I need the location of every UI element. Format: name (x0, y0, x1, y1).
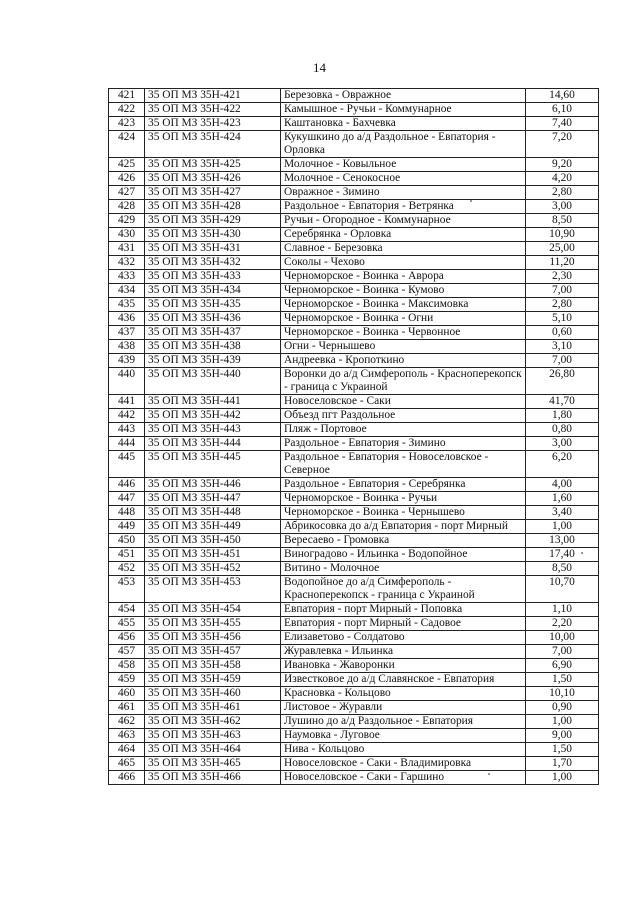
row-number-cell: 464 (109, 743, 145, 757)
row-number-cell: 460 (109, 687, 145, 701)
road-code-cell: 35 ОП МЗ 35Н-449 (145, 520, 281, 534)
road-name-cell: Абрикосовка до а/д Евпатория - порт Мирный (281, 520, 526, 534)
row-number-cell: 426 (109, 172, 145, 186)
road-length-cell: 41,70 (526, 395, 599, 409)
road-code-cell: 35 ОП МЗ 35Н-423 (145, 117, 281, 131)
road-name-cell: Лушино до а/д Раздольное - Евпатория (281, 715, 526, 729)
table-row (109, 645, 599, 659)
table-row (109, 687, 599, 701)
table-row (109, 757, 599, 771)
row-number-cell: 440 (109, 368, 145, 395)
road-code-cell: 35 ОП МЗ 35Н-428 (145, 200, 281, 214)
road-name-cell: Витино - Молочное (281, 562, 526, 576)
road-name-cell: Журавлевка - Ильинка (281, 645, 526, 659)
road-code-cell: 35 ОП МЗ 35Н-458 (145, 659, 281, 673)
road-code-cell: 35 ОП МЗ 35Н-462 (145, 715, 281, 729)
row-number-cell: 430 (109, 228, 145, 242)
table-row (109, 284, 599, 298)
table-row (109, 562, 599, 576)
road-length-cell: 3,00 (526, 437, 599, 451)
road-length-cell: 25,00 (526, 242, 599, 256)
road-code-cell: 35 ОП МЗ 35Н-457 (145, 645, 281, 659)
road-length-cell: 2,20 (526, 617, 599, 631)
road-name-cell: Наумовка - Луговое (281, 729, 526, 743)
table-row (109, 131, 599, 158)
road-code-cell: 35 ОП МЗ 35Н-453 (145, 576, 281, 603)
road-name-cell: Виноградово - Ильинка - Водопойное (281, 548, 526, 562)
road-name-cell: Раздольное - Евпатория - Зимино (281, 437, 526, 451)
road-code-cell: 35 ОП МЗ 35Н-437 (145, 326, 281, 340)
road-name-cell: Листовое - Журавли (281, 701, 526, 715)
road-code-cell: 35 ОП МЗ 35Н-422 (145, 103, 281, 117)
road-name-cell: Ивановка - Жаворонки (281, 659, 526, 673)
road-length-cell: 13,00 (526, 534, 599, 548)
road-code-cell: 35 ОП МЗ 35Н-426 (145, 172, 281, 186)
road-code-cell: 35 ОП МЗ 35Н-459 (145, 673, 281, 687)
road-length-cell: 2,80 (526, 298, 599, 312)
row-number-cell: 454 (109, 603, 145, 617)
table-row (109, 659, 599, 673)
road-code-cell: 35 ОП МЗ 35Н-425 (145, 158, 281, 172)
road-code-cell: 35 ОП МЗ 35Н-452 (145, 562, 281, 576)
row-number-cell: 423 (109, 117, 145, 131)
road-code-cell: 35 ОП МЗ 35Н-465 (145, 757, 281, 771)
road-length-cell: 1,70 (526, 757, 599, 771)
row-number-cell: 447 (109, 492, 145, 506)
table-row (109, 395, 599, 409)
roads-table (108, 88, 599, 785)
row-number-cell: 457 (109, 645, 145, 659)
row-number-cell: 435 (109, 298, 145, 312)
road-name-cell: Огни - Чернышево (281, 340, 526, 354)
table-row (109, 214, 599, 228)
row-number-cell: 451 (109, 548, 145, 562)
road-code-cell: 35 ОП МЗ 35Н-450 (145, 534, 281, 548)
row-number-cell: 456 (109, 631, 145, 645)
road-length-cell: 10,10 (526, 687, 599, 701)
row-number-cell: 437 (109, 326, 145, 340)
table-row (109, 186, 599, 200)
road-name-cell: Новоселовское - Саки (281, 395, 526, 409)
table-row (109, 326, 599, 340)
road-length-cell: 6,10 (526, 103, 599, 117)
row-number-cell: 461 (109, 701, 145, 715)
road-length-cell: 1,80 (526, 409, 599, 423)
row-number-cell: 463 (109, 729, 145, 743)
road-length-cell: 0,60 (526, 326, 599, 340)
table-row (109, 340, 599, 354)
table-row (109, 743, 599, 757)
road-code-cell: 35 ОП МЗ 35Н-446 (145, 478, 281, 492)
road-code-cell: 35 ОП МЗ 35Н-431 (145, 242, 281, 256)
road-length-cell: 26,80 (526, 368, 599, 395)
road-code-cell: 35 ОП МЗ 35Н-430 (145, 228, 281, 242)
road-length-cell: 1,50 (526, 673, 599, 687)
road-length-cell: 10,90 (526, 228, 599, 242)
row-number-cell: 444 (109, 437, 145, 451)
road-length-cell: 1,60 (526, 492, 599, 506)
table-row (109, 520, 599, 534)
road-name-cell: Черноморское - Воинка - Кумово (281, 284, 526, 298)
row-number-cell: 441 (109, 395, 145, 409)
road-code-cell: 35 ОП МЗ 35Н-433 (145, 270, 281, 284)
road-length-cell: 2,80 (526, 186, 599, 200)
road-name-cell: Молочное - Сенокосное (281, 172, 526, 186)
table-row (109, 576, 599, 603)
table-row (109, 103, 599, 117)
table-row (109, 492, 599, 506)
road-length-cell: 1,00 (526, 520, 599, 534)
road-code-cell: 35 ОП МЗ 35Н-451 (145, 548, 281, 562)
row-number-cell: 465 (109, 757, 145, 771)
row-number-cell: 439 (109, 354, 145, 368)
road-name-cell: Новоселовское - Саки - Гаршино (281, 771, 526, 785)
road-code-cell: 35 ОП МЗ 35Н-429 (145, 214, 281, 228)
row-number-cell: 446 (109, 478, 145, 492)
row-number-cell: 466 (109, 771, 145, 785)
row-number-cell: 429 (109, 214, 145, 228)
road-code-cell: 35 ОП МЗ 35Н-466 (145, 771, 281, 785)
road-code-cell: 35 ОП МЗ 35Н-447 (145, 492, 281, 506)
row-number-cell: 431 (109, 242, 145, 256)
row-number-cell: 455 (109, 617, 145, 631)
road-code-cell: 35 ОП МЗ 35Н-454 (145, 603, 281, 617)
road-name-cell: Раздольное - Евпатория - Серебрянка (281, 478, 526, 492)
road-code-cell: 35 ОП МЗ 35Н-427 (145, 186, 281, 200)
road-name-cell: Новоселовское - Саки - Владимировка (281, 757, 526, 771)
table-row (109, 617, 599, 631)
road-code-cell: 35 ОП МЗ 35Н-432 (145, 256, 281, 270)
scan-speck (488, 773, 490, 775)
road-length-cell: 14,60 (526, 89, 599, 103)
road-length-cell: 0,80 (526, 423, 599, 437)
table-row (109, 701, 599, 715)
table-row (109, 89, 599, 103)
road-name-cell: Черноморское - Воинка - Аврора (281, 270, 526, 284)
road-name-cell: Евпатория - порт Мирный - Садовое (281, 617, 526, 631)
table-row (109, 312, 599, 326)
road-code-cell: 35 ОП МЗ 35Н-440 (145, 368, 281, 395)
table-row (109, 631, 599, 645)
road-length-cell: 3,40 (526, 506, 599, 520)
road-name-cell: Водопойное до а/д Симферополь - Красноперекопск - граница с Украиной (281, 576, 526, 603)
row-number-cell: 443 (109, 423, 145, 437)
row-number-cell: 452 (109, 562, 145, 576)
road-code-cell: 35 ОП МЗ 35Н-424 (145, 131, 281, 158)
road-name-cell: Черноморское - Воинка - Ручьи (281, 492, 526, 506)
road-name-cell: Камышное - Ручьи - Коммунарное (281, 103, 526, 117)
row-number-cell: 436 (109, 312, 145, 326)
row-number-cell: 442 (109, 409, 145, 423)
road-code-cell: 35 ОП МЗ 35Н-448 (145, 506, 281, 520)
table-row (109, 729, 599, 743)
row-number-cell: 424 (109, 131, 145, 158)
road-name-cell: Воронки до а/д Симферополь - Красноперекопск - граница с Украиной (281, 368, 526, 395)
row-number-cell: 428 (109, 200, 145, 214)
road-name-cell: Соколы - Чехово (281, 256, 526, 270)
row-number-cell: 432 (109, 256, 145, 270)
road-name-cell: Известковое до а/д Славянское - Евпатория (281, 673, 526, 687)
road-length-cell: 6,20 (526, 451, 599, 478)
table-row (109, 242, 599, 256)
road-length-cell: 7,00 (526, 284, 599, 298)
road-code-cell: 35 ОП МЗ 35Н-463 (145, 729, 281, 743)
road-length-cell: 5,10 (526, 312, 599, 326)
road-length-cell: 17,40 (526, 548, 599, 562)
row-number-cell: 438 (109, 340, 145, 354)
table-row (109, 298, 599, 312)
road-length-cell: 1,00 (526, 771, 599, 785)
road-code-cell: 35 ОП МЗ 35Н-436 (145, 312, 281, 326)
row-number-cell: 434 (109, 284, 145, 298)
road-code-cell: 35 ОП МЗ 35Н-438 (145, 340, 281, 354)
row-number-cell: 427 (109, 186, 145, 200)
table-row (109, 603, 599, 617)
table-row (109, 423, 599, 437)
scan-speck (581, 552, 583, 554)
road-name-cell: Славное - Березовка (281, 242, 526, 256)
road-code-cell: 35 ОП МЗ 35Н-456 (145, 631, 281, 645)
road-name-cell: Нива - Кольцово (281, 743, 526, 757)
table-row (109, 451, 599, 478)
table-row (109, 409, 599, 423)
road-length-cell: 1,10 (526, 603, 599, 617)
road-name-cell: Пляж - Портовое (281, 423, 526, 437)
road-length-cell: 4,00 (526, 478, 599, 492)
road-length-cell: 8,50 (526, 562, 599, 576)
road-name-cell: Березовка - Овражное (281, 89, 526, 103)
road-length-cell: 7,40 (526, 117, 599, 131)
table-row (109, 506, 599, 520)
road-name-cell: Черноморское - Воинка - Максимовка (281, 298, 526, 312)
row-number-cell: 462 (109, 715, 145, 729)
table-row (109, 200, 599, 214)
road-length-cell: 7,20 (526, 131, 599, 158)
table-row (109, 437, 599, 451)
road-name-cell: Кукушкино до а/д Раздольное - Евпатория - Орловка (281, 131, 526, 158)
row-number-cell: 449 (109, 520, 145, 534)
road-length-cell: 0,90 (526, 701, 599, 715)
row-number-cell: 445 (109, 451, 145, 478)
page-number: 14 (313, 60, 326, 75)
scan-speck (470, 200, 472, 202)
road-code-cell: 35 ОП МЗ 35Н-443 (145, 423, 281, 437)
road-length-cell: 3,00 (526, 200, 599, 214)
road-code-cell: 35 ОП МЗ 35Н-444 (145, 437, 281, 451)
road-code-cell: 35 ОП МЗ 35Н-460 (145, 687, 281, 701)
road-length-cell: 3,10 (526, 340, 599, 354)
road-name-cell: Объезд пгт Раздольное (281, 409, 526, 423)
row-number-cell: 448 (109, 506, 145, 520)
row-number-cell: 422 (109, 103, 145, 117)
row-number-cell: 421 (109, 89, 145, 103)
road-name-cell: Елизаветово - Солдатово (281, 631, 526, 645)
road-code-cell: 35 ОП МЗ 35Н-434 (145, 284, 281, 298)
road-name-cell: Раздольное - Евпатория - Ветрянка (281, 200, 526, 214)
table-row (109, 534, 599, 548)
row-number-cell: 433 (109, 270, 145, 284)
road-length-cell: 9,00 (526, 729, 599, 743)
road-length-cell: 7,00 (526, 354, 599, 368)
table-row (109, 548, 599, 562)
row-number-cell: 459 (109, 673, 145, 687)
road-name-cell: Вересаево - Громовка (281, 534, 526, 548)
road-name-cell: Ручьи - Огородное - Коммунарное (281, 214, 526, 228)
road-code-cell: 35 ОП МЗ 35Н-435 (145, 298, 281, 312)
road-length-cell: 11,20 (526, 256, 599, 270)
road-name-cell: Раздольное - Евпатория - Новоселовское - Северное (281, 451, 526, 478)
road-code-cell: 35 ОП МЗ 35Н-455 (145, 617, 281, 631)
row-number-cell: 453 (109, 576, 145, 603)
table-row (109, 771, 599, 785)
road-code-cell: 35 ОП МЗ 35Н-421 (145, 89, 281, 103)
road-length-cell: 7,00 (526, 645, 599, 659)
table-row (109, 256, 599, 270)
table-row (109, 270, 599, 284)
table-row (109, 158, 599, 172)
road-length-cell: 1,00 (526, 715, 599, 729)
table-row (109, 117, 599, 131)
road-length-cell: 9,20 (526, 158, 599, 172)
road-name-cell: Черноморское - Воинка - Огни (281, 312, 526, 326)
road-code-cell: 35 ОП МЗ 35Н-442 (145, 409, 281, 423)
table-row (109, 354, 599, 368)
table-row (109, 715, 599, 729)
road-name-cell: Овражное - Зимино (281, 186, 526, 200)
table-row (109, 673, 599, 687)
road-code-cell: 35 ОП МЗ 35Н-464 (145, 743, 281, 757)
table-row (109, 172, 599, 186)
road-code-cell: 35 ОП МЗ 35Н-439 (145, 354, 281, 368)
table-row (109, 228, 599, 242)
roads-table-body (109, 89, 599, 785)
table-row (109, 368, 599, 395)
row-number-cell: 458 (109, 659, 145, 673)
row-number-cell: 450 (109, 534, 145, 548)
road-code-cell: 35 ОП МЗ 35Н-441 (145, 395, 281, 409)
road-code-cell: 35 ОП МЗ 35Н-445 (145, 451, 281, 478)
table-row (109, 478, 599, 492)
road-length-cell: 6,90 (526, 659, 599, 673)
road-name-cell: Молочное - Ковыльное (281, 158, 526, 172)
road-name-cell: Евпатория - порт Мирный - Поповка (281, 603, 526, 617)
road-length-cell: 4,20 (526, 172, 599, 186)
road-name-cell: Каштановка - Бахчевка (281, 117, 526, 131)
road-name-cell: Черноморское - Воинка - Чернышево (281, 506, 526, 520)
row-number-cell: 425 (109, 158, 145, 172)
road-name-cell: Черноморское - Воинка - Червонное (281, 326, 526, 340)
road-length-cell: 2,30 (526, 270, 599, 284)
road-length-cell: 1,50 (526, 743, 599, 757)
road-name-cell: Серебрянка - Орловка (281, 228, 526, 242)
road-name-cell: Красновка - Кольцово (281, 687, 526, 701)
road-name-cell: Андреевка - Кропоткино (281, 354, 526, 368)
road-code-cell: 35 ОП МЗ 35Н-461 (145, 701, 281, 715)
road-length-cell: 8,50 (526, 214, 599, 228)
road-length-cell: 10,00 (526, 631, 599, 645)
road-length-cell: 10,70 (526, 576, 599, 603)
